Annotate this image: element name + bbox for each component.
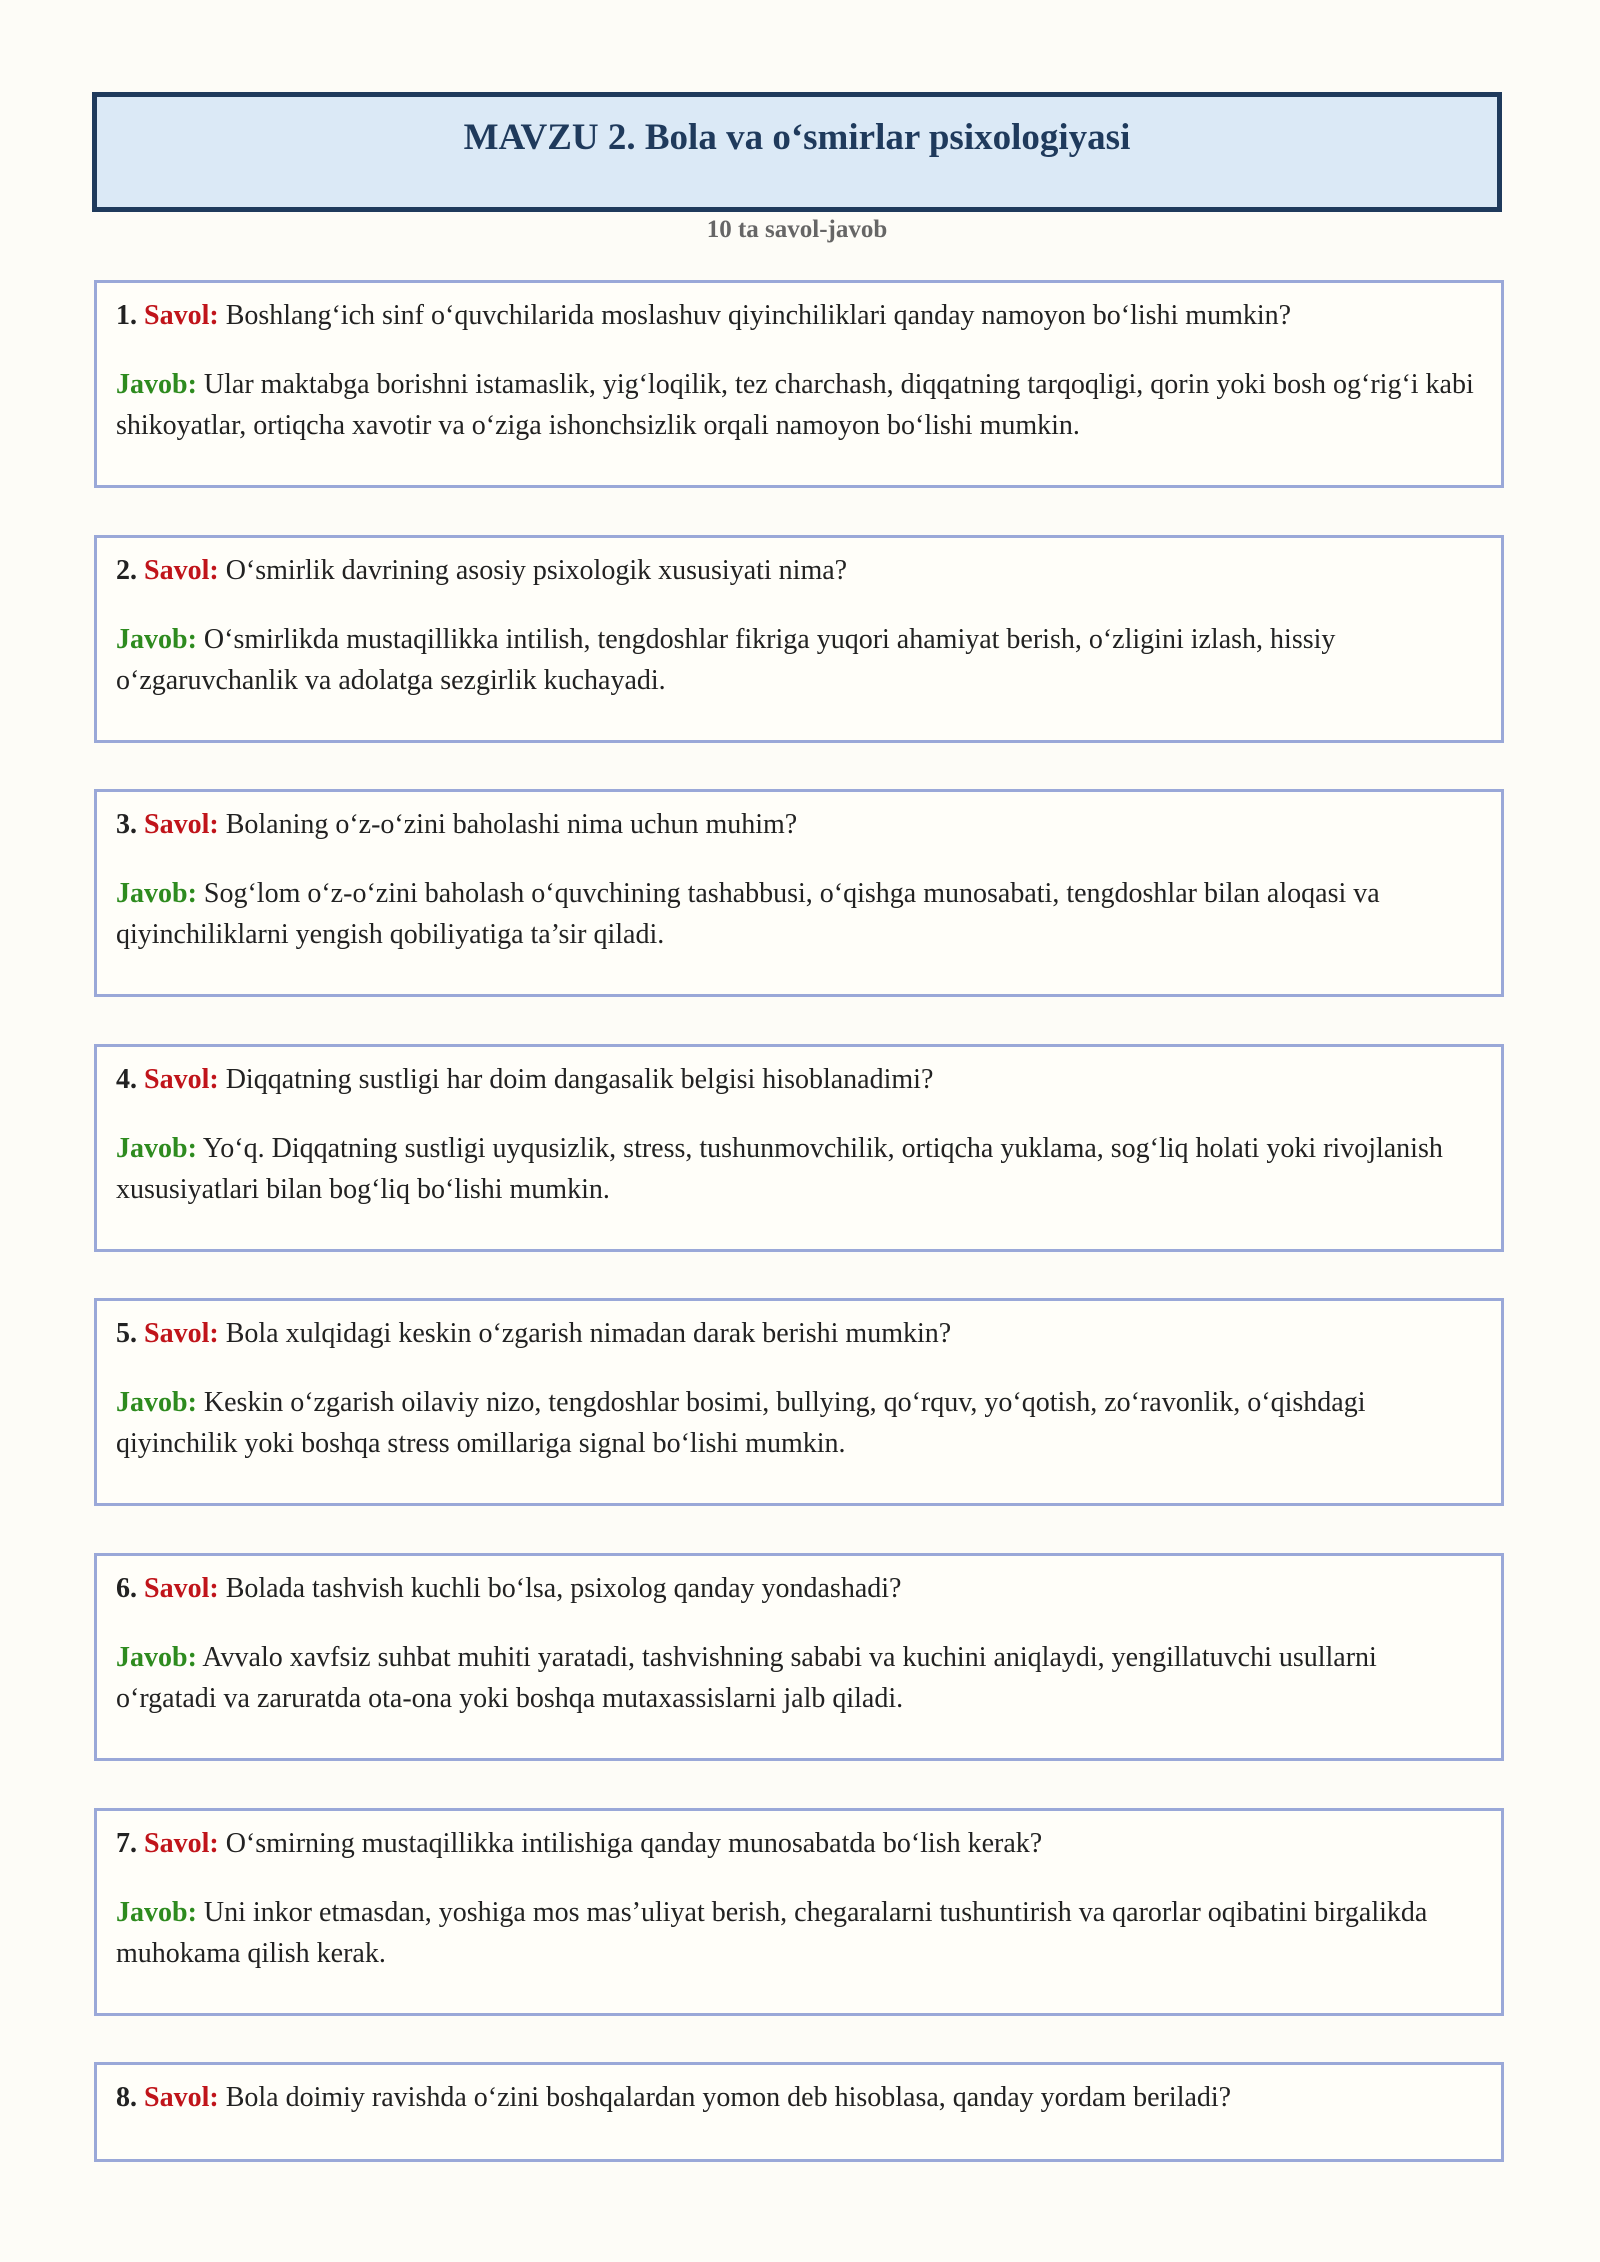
answer-label: Javob: (116, 369, 197, 400)
qa-card-4 (94, 1044, 1504, 1252)
answer-text: Uni inkor etmasdan, yoshiga mos mas’uliyat berish, chegaralarni tushuntirish va qarorlar oqibatini birgalikda muhokama qilish kerak. (116, 1897, 1428, 1969)
question-text: Bolada tashvish kuchli bo‘lsa, psixolog qanday yondashadi? (225, 1573, 902, 1604)
question-text: O‘smirlik davrining asosiy psixologik xususiyati nima? (225, 555, 848, 586)
answer-label: Javob: (116, 878, 197, 909)
qa-card-1 (94, 280, 1504, 488)
answer-text: Keskin o‘zgarish oilaviy nizo, tengdoshlar bosimi, bullying, qo‘rquv, yo‘qotish, zo‘ravonlik, o‘qishdagi qiyinchilik yoki boshqa stress omillariga signal bo‘lishi mumkin. (116, 1387, 1366, 1459)
qa-card-3 (94, 789, 1504, 997)
question-label: Savol: (144, 2082, 219, 2113)
question-label: Savol: (144, 809, 219, 840)
question-line (116, 1569, 1481, 1609)
qa-card-6 (94, 1553, 1504, 1761)
question-number: 3. (116, 809, 137, 840)
answer-text: Sog‘lom o‘z-o‘zini baholash o‘quvchining tashabbusi, o‘qishga munosabati, tengdoshlar bilan aloqasi va qiyinchiliklarni yengish qobiliyatiga ta’sir qiladi. (116, 878, 1380, 950)
answer-label: Javob: (116, 1642, 197, 1673)
answer-text: Avvalo xavfsiz suhbat muhiti yaratadi, tashvishning sababi va kuchini aniqlaydi, yengillatuvchi usullarni o‘rgatadi va zaruratda ota-ona yoki boshqa mutaxassislarni jalb qiladi. (116, 1642, 1377, 1714)
question-label: Savol: (144, 1573, 219, 1604)
question-number: 5. (116, 1318, 137, 1349)
question-number: 4. (116, 1064, 137, 1095)
question-line (116, 1060, 1481, 1100)
answer-text: Yo‘q. Diqqatning sustligi uyqusizlik, stress, tushunmovchilik, ortiqcha yuklama, sog‘liq holati yoki rivojlanish xususiyatlari bilan bog‘liq bo‘lishi mumkin. (116, 1133, 1443, 1205)
answer-text: O‘smirlikda mustaqillikka intilish, tengdoshlar fikriga yuqori ahamiyat berish, o‘zligini izlash, hissiy o‘zgaruvchanlik va adolatga sezgirlik kuchayadi. (116, 624, 1336, 696)
page-subtitle: 10 ta savol-javob (706, 216, 888, 243)
question-label: Savol: (144, 1318, 219, 1349)
answer-line (116, 364, 1481, 446)
answer-label: Javob: (116, 1897, 197, 1928)
question-text: Diqqatning sustligi har doim dangasalik belgisi hisoblanadimi? (225, 1064, 934, 1095)
question-number: 6. (116, 1573, 137, 1604)
question-number: 2. (116, 555, 137, 586)
answer-line (116, 1128, 1481, 1210)
qa-card-5 (94, 1298, 1504, 1506)
answer-line (116, 619, 1481, 701)
question-text: Bolaning o‘z-o‘zini baholashi nima uchun muhim? (225, 809, 798, 840)
question-label: Savol: (144, 1828, 219, 1859)
answer-line (116, 1637, 1481, 1719)
qa-card-2 (94, 535, 1504, 743)
question-line (116, 1314, 1481, 1354)
answer-label: Javob: (116, 624, 197, 655)
question-text: Bola doimiy ravishda o‘zini boshqalardan yomon deb hisoblasa, qanday yordam beriladi? (225, 2082, 1232, 2113)
answer-line (116, 873, 1481, 955)
qa-card-8 (94, 2062, 1504, 2162)
answer-line (116, 1382, 1481, 1464)
question-label: Savol: (144, 1064, 219, 1095)
question-number: 1. (116, 300, 137, 331)
qa-card-7 (94, 1808, 1504, 2016)
answer-label: Javob: (116, 1133, 197, 1164)
answer-text: Ular maktabga borishni istamaslik, yig‘loqilik, tez charchash, diqqatning tarqoqligi, qorin yoki bosh og‘rig‘i kabi shikoyatlar, ortiqcha xavotir va o‘ziga ishonchsizlik orqali namoyon bo‘lishi mumkin. (116, 369, 1474, 441)
question-text: Bola xulqidagi keskin o‘zgarish nimadan darak berishi mumkin? (225, 1318, 952, 1349)
question-label: Savol: (144, 300, 219, 331)
question-text: O‘smirning mustaqillikka intilishiga qanday munosabatda bo‘lish kerak? (225, 1828, 1043, 1859)
question-line (116, 1824, 1481, 1864)
question-number: 8. (116, 2082, 137, 2113)
question-number: 7. (116, 1828, 137, 1859)
page-title: MAVZU 2. Bola va o‘smirlar psixologiyasi (463, 116, 1131, 158)
question-line (116, 805, 1481, 845)
title-box (92, 92, 1502, 212)
answer-label: Javob: (116, 1387, 197, 1418)
question-text: Boshlang‘ich sinf o‘quvchilarida moslashuv qiyinchiliklari qanday namoyon bo‘lishi mumkin? (225, 300, 1292, 331)
answer-line (116, 1892, 1481, 1974)
question-label: Savol: (144, 555, 219, 586)
question-line (116, 551, 1481, 591)
question-line (116, 296, 1481, 336)
question-line (116, 2078, 1481, 2118)
